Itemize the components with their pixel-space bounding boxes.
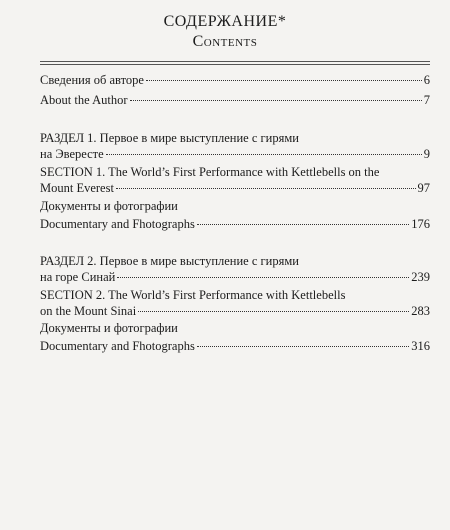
toc-entry-documents-en-2[interactable] xyxy=(40,338,430,354)
toc-entry-documents-en-1[interactable] xyxy=(40,216,430,232)
toc-entry-page: 316 xyxy=(411,339,430,353)
dot-leader xyxy=(117,277,409,278)
title-divider-top xyxy=(40,61,430,62)
dot-leader xyxy=(146,80,422,81)
dot-leader xyxy=(116,188,416,189)
toc-entry-section2-en[interactable] xyxy=(40,287,430,319)
toc-entry-about-author-ru[interactable] xyxy=(40,72,430,88)
dot-leader xyxy=(138,311,409,312)
toc-entry-section2-ru[interactable] xyxy=(40,253,430,285)
toc-entry-section1-ru[interactable] xyxy=(40,130,430,162)
toc-entry-label: на горе Синай xyxy=(40,270,116,284)
toc-entry-label: Документы и фотографии xyxy=(40,199,178,213)
toc-entry-page: 239 xyxy=(411,270,430,284)
toc-entry-label: Documentary and Fhotographs xyxy=(40,339,195,353)
toc-entry-documents-ru-2[interactable] xyxy=(40,320,430,336)
toc-entry-label: на Эвересте xyxy=(40,147,104,161)
toc-entry-heading: SECTION 2. The World’s First Performance with Kettlebells xyxy=(40,288,346,302)
title-divider-bottom xyxy=(40,64,430,65)
toc-entry-page: 97 xyxy=(417,181,430,195)
page-title-en: Contents xyxy=(192,33,258,50)
toc-entry-page: 9 xyxy=(423,147,430,161)
toc-entry-label: Documentary and Fhotographs xyxy=(40,217,195,231)
toc-entry-label: Сведения об авторе xyxy=(40,73,144,87)
dot-leader xyxy=(106,154,422,155)
toc-entry-page: 283 xyxy=(411,304,430,318)
toc-entry-label: About the Author xyxy=(40,93,128,107)
toc-entry-page: 7 xyxy=(423,93,430,107)
dot-leader xyxy=(197,224,409,225)
toc-entry-heading: SECTION 1. The World’s First Performance with Kettlebells on the xyxy=(40,165,380,179)
toc-entry-label: Документы и фотографии xyxy=(40,321,178,335)
toc-entry-label: on the Mount Sinai xyxy=(40,304,137,318)
page-title-ru: СОДЕРЖАНИЕ* xyxy=(163,13,287,30)
toc-entry-page: 6 xyxy=(423,73,430,87)
toc-entry-about-author-en[interactable] xyxy=(40,92,430,108)
toc-entry-heading: РАЗДЕЛ 2. Первое в мире выступление с гирями xyxy=(40,254,299,268)
toc-entry-heading: РАЗДЕЛ 1. Первое в мире выступление с гирями xyxy=(40,131,299,145)
toc-entry-page: 176 xyxy=(411,217,430,231)
dot-leader xyxy=(197,346,409,347)
toc-entry-section1-en[interactable] xyxy=(40,164,430,196)
toc-entry-documents-ru-1[interactable] xyxy=(40,198,430,214)
toc-entry-label: Mount Everest xyxy=(40,181,114,195)
dot-leader xyxy=(130,100,422,101)
